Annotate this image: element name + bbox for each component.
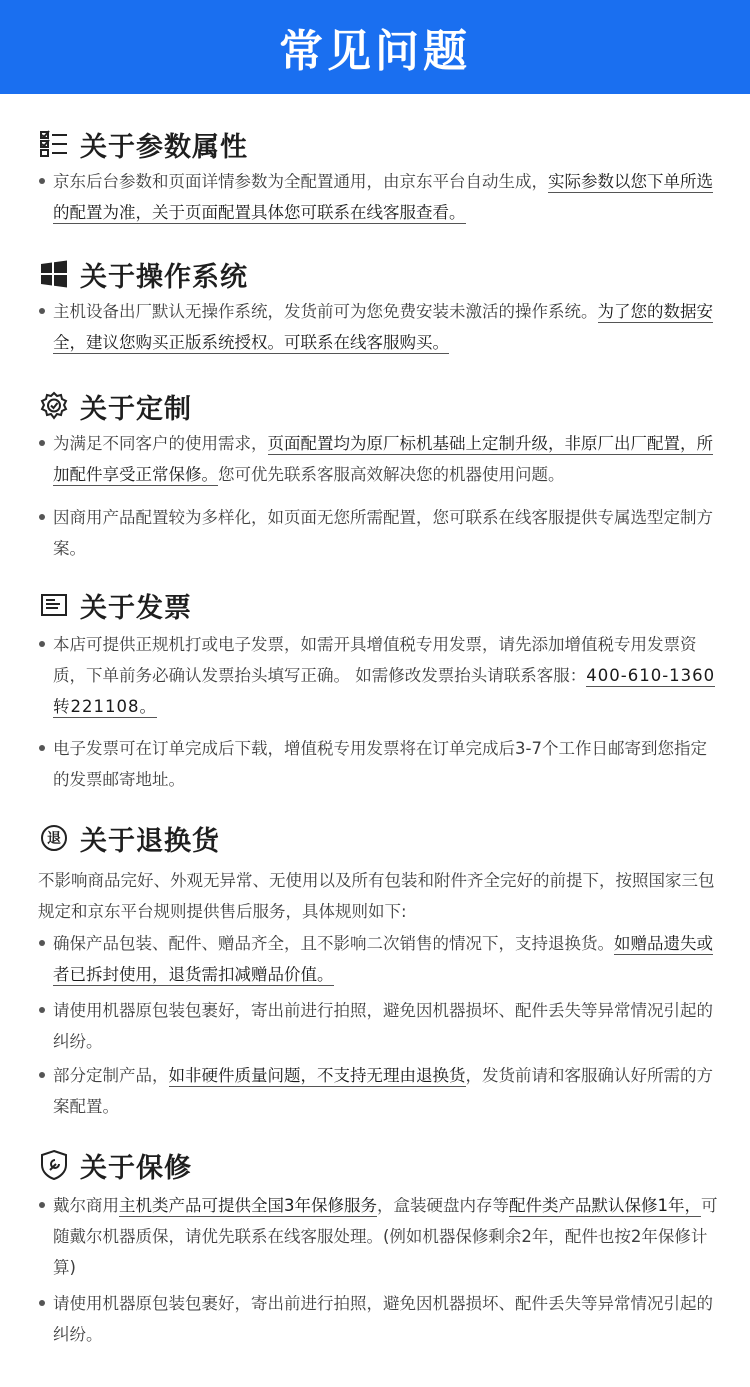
returns-bullet-3-text: 部分定制产品， (53, 1066, 169, 1085)
windows-icon (38, 258, 70, 290)
section-title-warranty: 关于保修 (80, 1152, 192, 1184)
page-header-banner (0, 0, 750, 94)
custom-bullet-2-text: 因商用产品配置较为多样化，如页面无您所需配置，您可联系在线客服提供专属选型定制方案。 (53, 508, 713, 558)
warranty-bullet-1-highlight: 主机类产品可提供全国3年保修服务 (119, 1196, 377, 1215)
section-title-returns: 关于退换货 (80, 825, 220, 857)
custom-bullet-1 (38, 428, 718, 490)
section-header-custom (38, 386, 192, 426)
section-header-returns (38, 818, 220, 858)
returns-bullet-1-text: 确保产品包装、配件、赠品齐全，且不影响二次销售的情况下，支持退换货。 (53, 934, 614, 953)
section-header-params (38, 124, 248, 164)
returns-bullet-3-text-2: ，发货前请和客服确认好所需的方案配置。 (53, 1066, 713, 1116)
warranty-bullet-1-text: 戴尔商用 (53, 1196, 119, 1215)
invoice-bullet-1-text-2: 如需修改发票抬头请联系客服： (355, 666, 587, 685)
os-bullet-1-text: 主机设备出厂默认无操作系统，发货前可为您免费安装未激活的操作系统。 (53, 302, 598, 321)
warranty-bullet-2-text: 请使用机器原包装包裹好，寄出前进行拍照，避免因机器损坏、配件丢失等异常情况引起的纠纷。 (53, 1294, 713, 1344)
returns-bullet-1 (38, 928, 718, 990)
checklist-icon (38, 128, 70, 160)
invoice-phone-highlight: 400-610-1360转221108。 (53, 666, 716, 716)
section-header-warranty (38, 1145, 192, 1185)
custom-bullet-2 (38, 502, 718, 564)
custom-bullet-1-highlight: 页面配置均为原厂标机基础上定制升级，非原厂出厂配置，所加配件享受正常保修。 (53, 434, 713, 484)
params-bullet-1-text: 京东后台参数和页面详情参数为全配置通用，由京东平台自动生成， (53, 172, 548, 191)
gear-check-icon (38, 390, 70, 422)
invoice-bullet-2 (38, 733, 718, 795)
returns-bullet-1-highlight: 如赠品遗失或者已拆封使用，退货需扣减赠品价值。 (53, 934, 713, 984)
returns-bullet-3 (38, 1060, 718, 1122)
page-title: 常见问题 (279, 26, 471, 77)
section-header-os (38, 254, 248, 294)
params-bullet-1 (38, 166, 718, 228)
os-bullet-1-highlight: 为了您的数据安全，建议您购买正版系统授权。可联系在线客服购买。 (53, 302, 713, 352)
section-title-params: 关于参数属性 (80, 131, 248, 163)
section-header-invoice (38, 585, 192, 625)
custom-bullet-1-text: 为满足不同客户的使用需求， (53, 434, 268, 453)
shield-wrench-icon (38, 1149, 70, 1181)
warranty-bullet-1-text-3: 可随戴尔机器质保，请优先联系在线客服处理。(例如机器保修剩余2年，配件也按2年保修计算) (53, 1196, 718, 1277)
section-title-invoice: 关于发票 (80, 592, 192, 624)
returns-bullet-3-highlight: 如非硬件质量问题，不支持无理由退换货 (168, 1066, 466, 1085)
invoice-bullet-2-text: 电子发票可在订单完成后下载，增值税专用发票将在订单完成后3-7个工作日邮寄到您指定的发票邮寄地址。 (53, 739, 707, 789)
params-bullet-1-highlight: 实际参数以您下单所选的配置为准，关于页面配置具体您可联系在线客服查看。 (53, 172, 713, 222)
invoice-bullet-1 (38, 629, 718, 722)
warranty-bullet-1-highlight-2: 配件类产品默认保修1年， (509, 1196, 701, 1215)
returns-bullet-2-text: 请使用机器原包装包裹好，寄出前进行拍照，避免因机器损坏、配件丢失等异常情况引起的纠纷。 (53, 1001, 713, 1051)
invoice-bullet-1-text: 本店可提供正规机打或电子发票，如需开具增值税专用发票，请先添加增值税专用发票资质，下单前务必确认发票抬头填写正确。 (53, 635, 697, 685)
returns-bullet-2 (38, 995, 718, 1057)
svg-text:退: 退 (47, 831, 61, 847)
warranty-bullet-1-text-2: ，盒装硬盘内存等 (377, 1196, 509, 1215)
return-icon (38, 822, 70, 854)
warranty-bullet-2 (38, 1288, 718, 1350)
section-title-custom: 关于定制 (80, 393, 192, 425)
custom-bullet-1-text-2: 您可优先联系客服高效解决您的机器使用问题。 (218, 465, 565, 484)
section-title-os: 关于操作系统 (80, 261, 248, 293)
returns-intro (38, 865, 718, 927)
warranty-bullet-1 (38, 1190, 718, 1283)
invoice-icon (38, 589, 70, 621)
returns-intro-text: 不影响商品完好、外观无异常、无使用以及所有包装和附件齐全完好的前提下，按照国家三包规定和京东平台规则提供售后服务，具体规则如下: (38, 871, 715, 921)
os-bullet-1 (38, 296, 718, 358)
